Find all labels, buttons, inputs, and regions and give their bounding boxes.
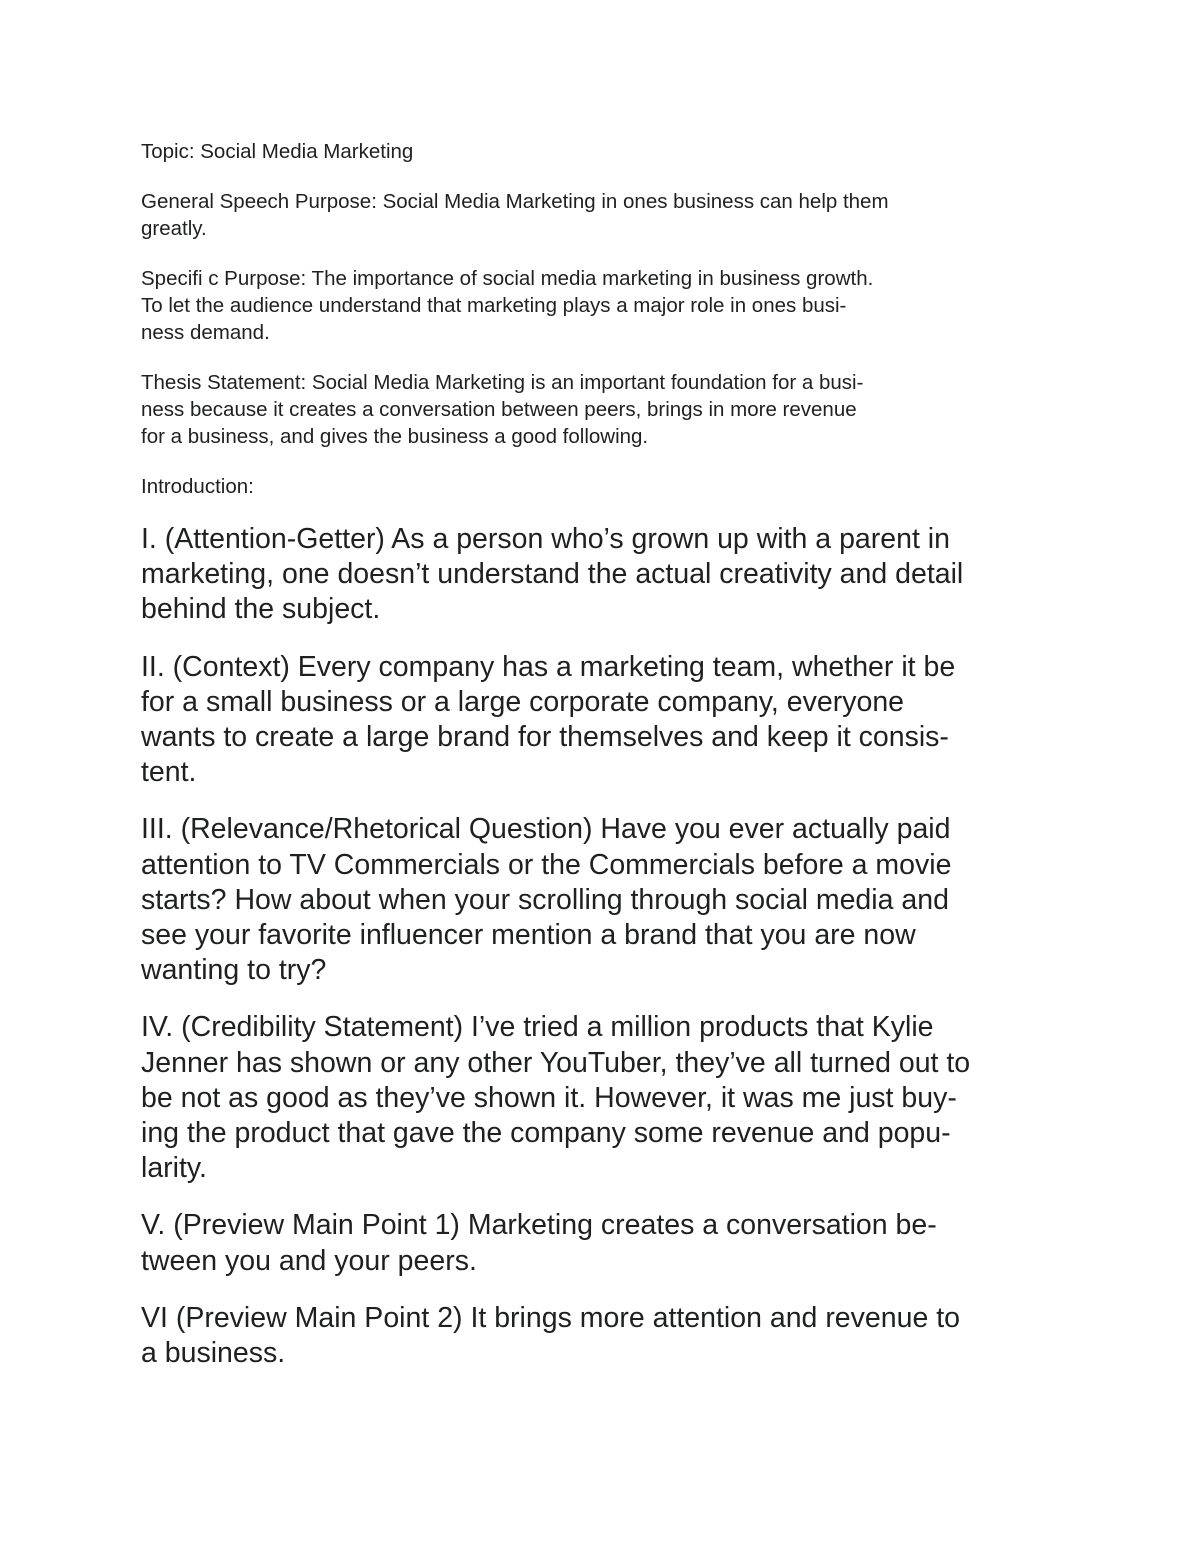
introduction-heading: Introduction: <box>141 475 254 498</box>
point-context: II. (Context) Every company has a marketing team, whether it be for a small business or a large corporate company, everyone wants to create a large brand for themselves and keep it consis- tent. <box>141 650 956 789</box>
document-page <box>141 138 1066 1393</box>
point-preview-main-2: VI (Preview Main Point 2) It brings more attention and revenue to a business. <box>141 1301 960 1370</box>
point-relevance: III. (Relevance/Rhetorical Question) Have you ever actually paid attention to TV Commercials or the Commercials before a movie starts? How about when your scrolling through social media and see your favorite influencer mention a brand that you are now wanting to try? <box>141 813 952 987</box>
point-credibility: IV. (Credibility Statement) I’ve tried a million products that Kylie Jenner has shown or any other YouTuber, they’ve all turned out to be not as good as they’ve shown it. However, it was me just buy- ing the product that gave the company some revenue and popu- larity. <box>141 1011 971 1185</box>
point-attention-getter: I. (Attention-Getter) As a person who’s grown up with a parent in marketing, one doesn’t understand the actual creativity and detail behind the subject. <box>141 523 964 626</box>
topic-line: Topic: Social Media Marketing <box>141 140 414 163</box>
point-preview-main-1: V. (Preview Main Point 1) Marketing creates a conversation be- tween you and your peers. <box>141 1209 937 1277</box>
thesis-statement: Thesis Statement: Social Media Marketing is an important foundation for a busi- ness because it creates a conversation between peers, brings in more revenue for a business, and gives the business a good following. <box>141 371 864 448</box>
specific-purpose: Specifi c Purpose: The importance of social media marketing in business growth. To let the audience understand that marketing plays a major role in ones busi- ness demand. <box>141 267 874 344</box>
general-purpose: General Speech Purpose: Social Media Marketing in ones business can help them greatly. <box>141 190 889 240</box>
